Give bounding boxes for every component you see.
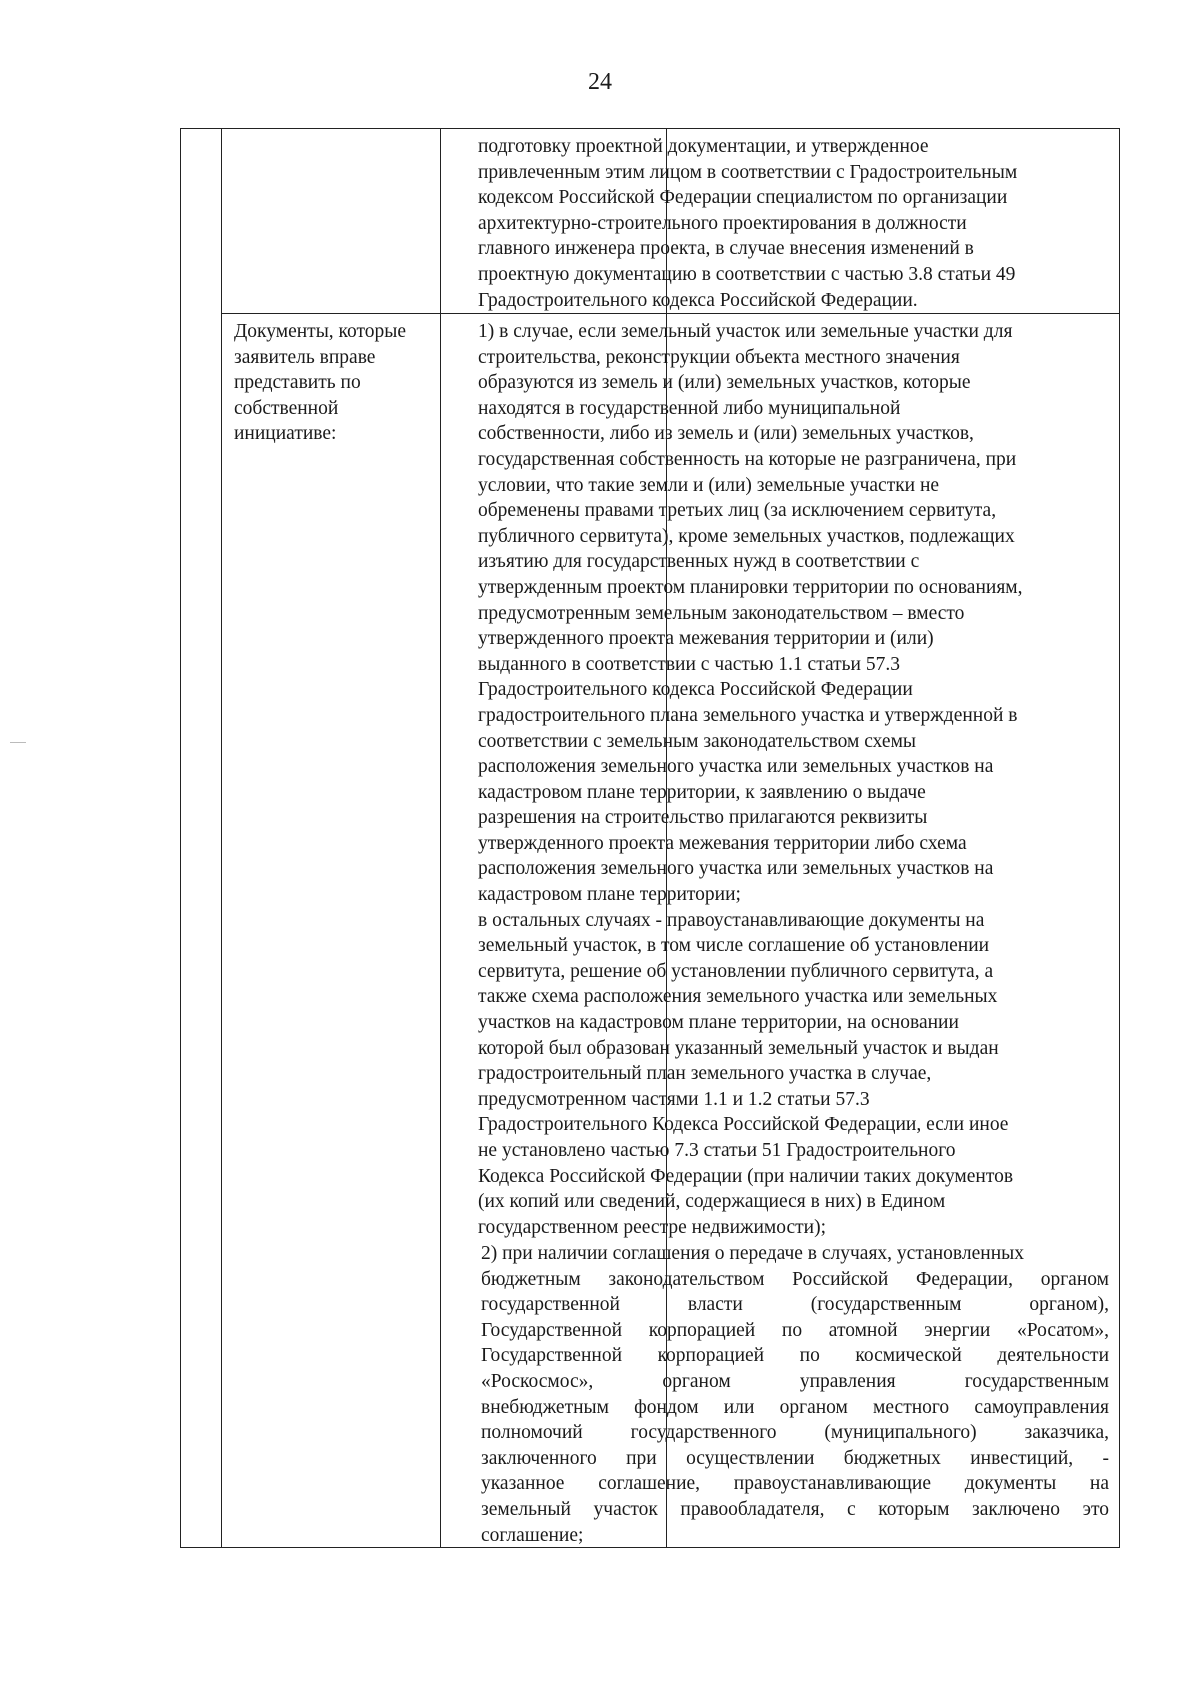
text-line: 1) в случае, если земельный участок или земельные участки для <box>478 321 1013 342</box>
scan-margin-mark <box>10 742 26 743</box>
text-line: образуются из земель и (или) земельных участков, которые <box>478 372 971 394</box>
text-line: кадастровом плане территории; <box>478 884 741 906</box>
text-line: инициативе: <box>234 423 337 445</box>
text-line: расположения земельного участка или земельных участков на <box>478 858 994 880</box>
text-line: архитектурно-строительного проектирования в должности <box>478 212 967 234</box>
text-line: привлеченным этим лицом в соответствии с Градостроительным <box>478 161 1018 183</box>
row1-right-cell <box>478 134 1017 313</box>
text-line: государственная собственность на которые не разграничена, при <box>478 448 1017 470</box>
text-line: земельный участок правообладателя, с которым заключено это <box>481 1498 1109 1520</box>
row2-left-cell <box>234 319 406 447</box>
text-line: не установлено частью 7.3 статьи 51 Градостроительного <box>478 1140 956 1161</box>
text-line: выданного в соответствии с частью 1.1 статьи 57.3 <box>478 653 900 675</box>
row2-right-cell-item2 <box>481 1241 1109 1548</box>
text-line: полномочий государственного (муниципального) заказчика, <box>481 1422 1109 1444</box>
text-line: внебюджетным фондом или органом местного самоуправления <box>481 1396 1109 1418</box>
text-line: Кодекса Российской Федерации (при наличии таких документов <box>478 1165 1014 1187</box>
text-line: находятся в государственной либо муниципальной <box>478 397 901 419</box>
text-line: заявитель вправе <box>234 346 376 368</box>
column-divider <box>440 129 441 1547</box>
text-line: предусмотренным земельным законодательством – вместо <box>478 602 965 624</box>
text-line: кадастровом плане территории, к заявлению о выдаче <box>478 781 926 803</box>
text-line: обременены правами третьих лиц (за исключением сервитута, <box>478 500 997 522</box>
text-line: предусмотренном частями 1.1 и 1.2 статьи 57.3 <box>478 1088 870 1110</box>
text-line: проектную документацию в соответствии с частью 3.8 статьи 49 <box>478 263 1016 285</box>
documents-table <box>180 128 1120 1548</box>
text-line: изъятию для государственных нужд в соответствии с <box>478 551 920 573</box>
text-line: подготовку проектной документации, и утвержденное <box>478 136 929 157</box>
text-line: градостроительного плана земельного участка и утвержденной в <box>478 704 1018 726</box>
text-line: Государственной корпорацией по атомной энергии «Росатом», <box>481 1319 1109 1341</box>
text-line: в остальных случаях - правоустанавливающие документы на <box>478 909 985 931</box>
text-line: Документы, которые <box>234 321 407 342</box>
text-line: главного инженера проекта, в случае внесения изменений в <box>478 238 974 260</box>
text-line: указанное соглашение, правоустанавливающие документы на <box>481 1473 1109 1495</box>
text-line: Государственной корпорацией по космической деятельности <box>481 1345 1109 1367</box>
text-line: Градостроительного кодекса Российской Федерации <box>478 679 913 701</box>
text-line: бюджетным законодательством Российской Федерации, органом <box>481 1268 1109 1290</box>
text-line: также схема расположения земельного участка или земельных <box>478 986 998 1008</box>
text-line: собственной <box>234 397 339 419</box>
text-line: разрешения на строительство прилагаются реквизиты <box>478 807 928 829</box>
text-line: Градостроительного Кодекса Российской Федерации, если иное <box>478 1114 1009 1136</box>
text-line: градостроительный план земельного участка в случае, <box>478 1063 932 1085</box>
text-line: которой был образован указанный земельный участок и выдан <box>478 1037 999 1059</box>
text-line: строительства, реконструкции объекта местного значения <box>478 346 960 368</box>
text-line: расположения земельного участка или земельных участков на <box>478 756 994 778</box>
row2-right-cell-item1 <box>478 319 1023 1240</box>
text-line: утвержденным проектом планировки территории по основаниям, <box>478 576 1023 598</box>
text-line: утвержденного проекта межевания территории и (или) <box>478 628 934 650</box>
text-line: земельный участок, в том числе соглашение об установлении <box>478 935 990 957</box>
text-line: государственной власти (государственным органом), <box>481 1294 1109 1316</box>
text-line: 2) при наличии соглашения о передаче в случаях, установленных <box>481 1243 1024 1264</box>
text-line: кодексом Российской Федерации специалистом по организации <box>478 187 1008 209</box>
text-line: сервитута, решение об установлении публичного сервитута, а <box>478 960 994 982</box>
text-line: публичного сервитута), кроме земельных участков, подлежащих <box>478 525 1015 547</box>
text-line: (их копий или сведений, содержащиеся в них) в Едином <box>478 1191 946 1213</box>
text-line: «Роскосмос», органом управления государственным <box>481 1370 1109 1392</box>
page-number: 24 <box>588 69 612 95</box>
text-line: заключенного при осуществлении бюджетных инвестиций, - <box>481 1447 1109 1469</box>
text-line: соглашение; <box>481 1524 584 1546</box>
text-line: Градостроительного кодекса Российской Федерации. <box>478 289 918 311</box>
column-divider <box>221 129 222 1547</box>
text-line: соответствии с земельным законодательством схемы <box>478 730 917 752</box>
text-line: утвержденного проекта межевания территории либо схема <box>478 832 967 854</box>
text-line: представить по <box>234 372 361 394</box>
text-line: собственности, либо из земель и (или) земельных участков, <box>478 423 974 445</box>
text-line: участков на кадастровом плане территории, на основании <box>478 1012 959 1034</box>
text-line: условии, что такие земли и (или) земельные участки не <box>478 474 940 496</box>
text-line: государственном реестре недвижимости); <box>478 1216 827 1238</box>
